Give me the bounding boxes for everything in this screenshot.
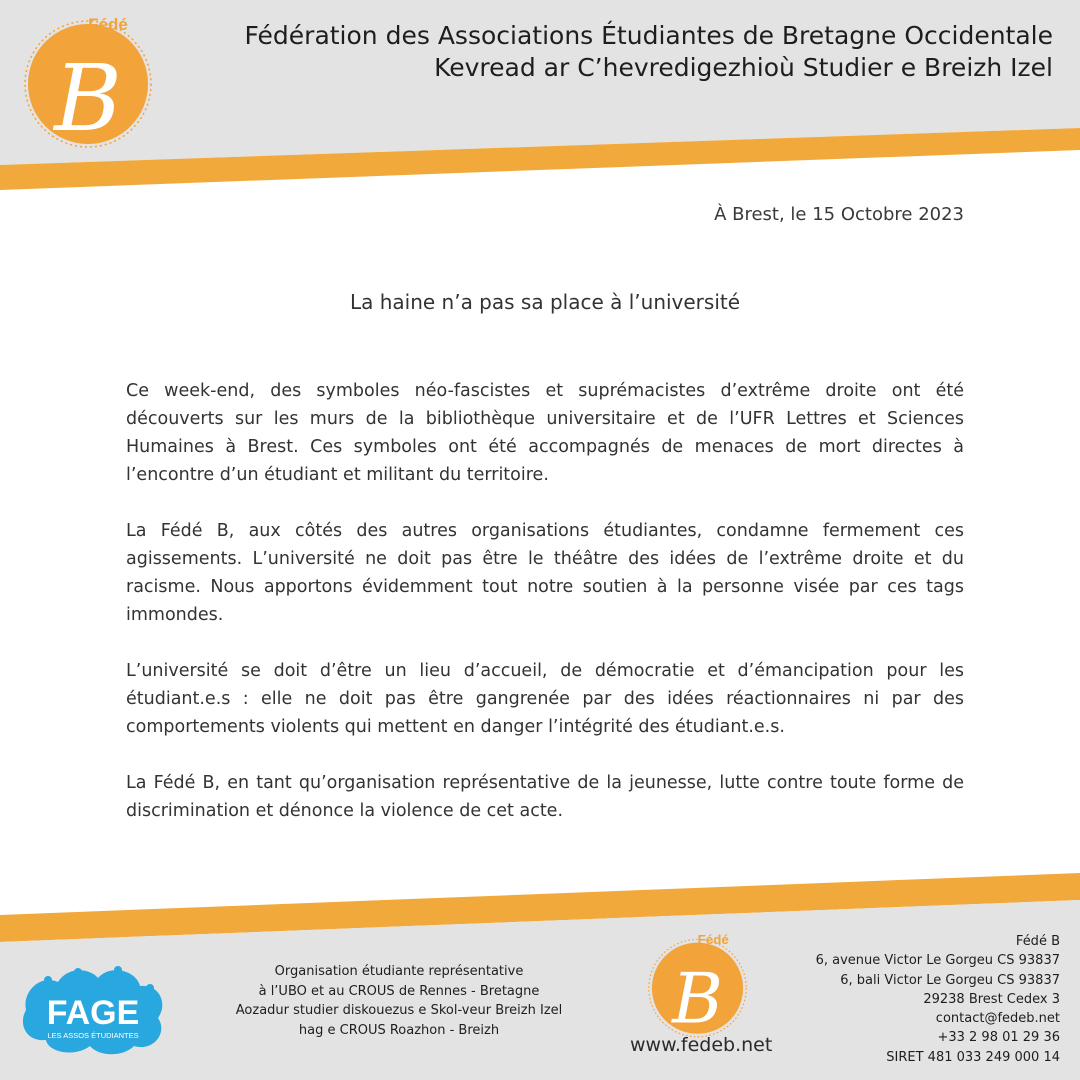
letter-title: La haine n’a pas sa place à l’université [349,290,741,314]
federation-name-br: Kevread ar C’hevredigezhioù Studier e Breizh Izel [434,53,1053,82]
fede-b-logo [22,10,154,150]
logo-letter: B [672,959,723,1040]
paragraph: La Fédé B, aux côtés des autres organisations étudiantes, condamne fermement ces agissements. L’université ne doit pas être le théâtre des idées de l’extrême droite et du racisme. Nous apportons évidemment tout notre soutien à la personne visée par ces tags immondes. [126,521,964,625]
letter-body [126,377,964,853]
contact-address-fr: 6, avenue Victor Le Gorgeu CS 93837 [815,953,1060,969]
org-line: hag e CROUS Roazhon - Breizh [298,1022,500,1038]
organisation-description [232,962,566,1040]
org-line: Organisation étudiante représentative [274,964,524,979]
letter-date: À Brest, le 15 Octobre 2023 [714,204,964,225]
contact-phone[interactable]: +33 2 98 01 29 36 [937,1030,1060,1046]
contact-org-name: Fédé B [1015,934,1060,949]
fede-b-logo-footer [645,930,750,1040]
contact-address-br: 6, bali Victor Le Gorgeu CS 93837 [840,972,1060,988]
logo-letter: B [54,45,122,150]
logo-fede-text: Fédé [88,15,128,34]
paragraph: L’université se doit d’être un lieu d’accueil, de démocratie et d’émancipation pour les étudiant.e.s : elle ne doit pas être gangrenée par des idées réactionnaires ni par des comportements violents qui mettent en danger l’intégrité des étudiant.e.s. [126,661,964,737]
logo-fede-text: Fédé [697,932,729,948]
contact-postal: 29238 Brest Cedex 3 [923,991,1060,1007]
fage-name: FAGE [46,994,140,1032]
contact-siret: SIRET 481 033 249 000 14 [886,1049,1060,1065]
contact-block [816,932,1060,1067]
contact-email[interactable]: contact@fedeb.net [935,1011,1060,1027]
fage-tagline: LES ASSOS ÉTUDIANTES [47,1031,139,1040]
fage-logo [18,962,168,1057]
paragraph: La Fédé B, en tant qu’organisation représentative de la jeunesse, lutte contre toute forme de discrimination et dénonce la violence de cet acte. [126,773,964,821]
federation-name-fr: Fédération des Associations Étudiantes de Bretagne Occidentale [244,21,1053,50]
org-line: Aozadur studier diskouezus e Skol-veur Breizh Izel [235,1003,563,1018]
website-link[interactable]: www.fedeb.net [630,1034,773,1056]
org-line: à l’UBO et au CROUS de Rennes - Bretagne [258,983,540,999]
header-titles [245,20,1053,84]
paragraph: Ce week-end, des symboles néo-fascistes et suprémacistes d’extrême droite ont été découverts sur les murs de la bibliothèque universitaire et de l’UFR Lettres et Sciences Humaines à Brest. Ces symboles ont été accompagnés de menaces de mort directes à l’encontre d’un étudiant et militant du territoire. [126,381,964,485]
